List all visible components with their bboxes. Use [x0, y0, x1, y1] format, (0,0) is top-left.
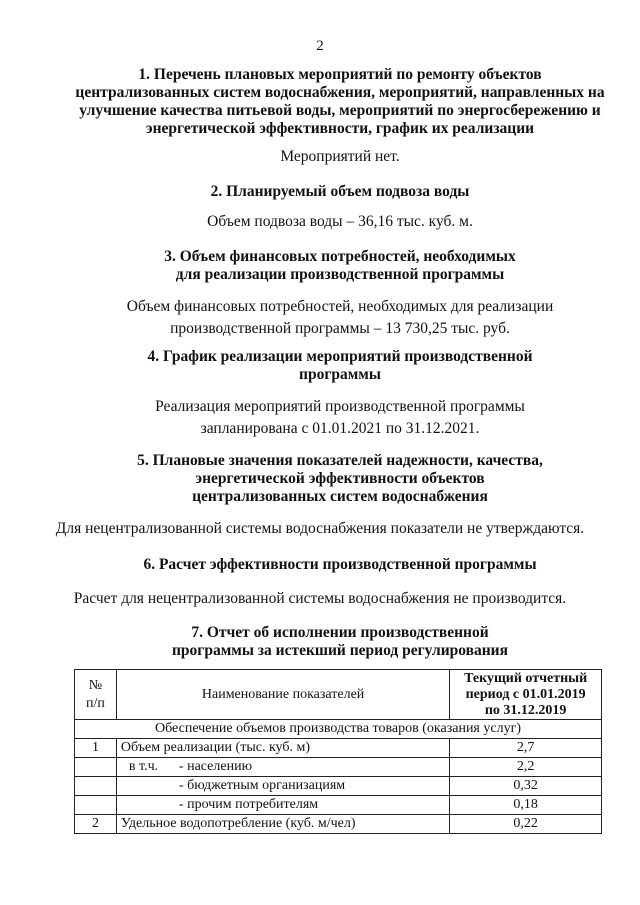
header-period-line: Текущий отчетный	[464, 670, 588, 686]
table-header-row	[75, 670, 602, 720]
section-6-text: Расчет для нецентрализованной системы водоснабжения не производится.	[73, 590, 567, 607]
row-name-text: - населению	[178, 759, 253, 774]
table-row	[75, 739, 602, 758]
section-6-title: 6. Расчет эффективности производственной программы	[143, 556, 537, 573]
title-line: энергетической эффективности объектов	[195, 470, 485, 487]
page-number: 2	[316, 38, 324, 54]
section-7-title	[40, 624, 640, 660]
row-num	[75, 796, 117, 815]
header-name: Наименование показателей	[116, 670, 449, 720]
row-name	[116, 777, 449, 796]
section-5-text: Для нецентрализованной системы водоснабжения показатели не утверждаются.	[55, 520, 585, 537]
section-1-title	[40, 66, 640, 138]
section-cell: Обеспечение объемов производства товаров (оказания услуг)	[75, 720, 602, 739]
header-num-line: №	[88, 677, 103, 693]
table-row	[75, 777, 602, 796]
section-2-text: Объем подвоза воды – 36,16 тыс. куб. м.	[207, 213, 473, 230]
section-5-title	[40, 452, 640, 506]
title-line: централизованных систем водоснабжения, мероприятий, направленных на	[75, 84, 605, 101]
row-value: 2,2	[450, 758, 602, 777]
row-num	[75, 777, 117, 796]
row-num: 2	[75, 815, 117, 834]
title-line: программы за истекший период регулирования	[172, 642, 508, 659]
row-value: 0,32	[450, 777, 602, 796]
text-line: Реализация мероприятий производственной программы	[155, 398, 525, 415]
report-table	[74, 669, 602, 834]
row-value: 0,22	[450, 815, 602, 834]
row-name	[116, 815, 449, 834]
title-line: 1. Перечень плановых мероприятий по ремонту объектов	[138, 66, 542, 83]
section-3-title	[40, 248, 640, 284]
row-prefix: в т.ч.	[128, 759, 159, 774]
row-name	[116, 796, 449, 815]
header-num	[75, 670, 117, 720]
table-section-row	[75, 720, 602, 739]
header-period-line: по 31.12.2019	[484, 702, 567, 718]
row-value: 2,7	[450, 739, 602, 758]
row-name-text: Объем реализации (тыс. куб. м)	[120, 740, 311, 755]
text-line: запланирована с 01.01.2021 по 31.12.2021.	[200, 420, 480, 437]
title-line: 7. Отчет об исполнении производственной	[191, 624, 489, 641]
title-line: централизованных систем водоснабжения	[192, 488, 488, 505]
title-line: улучшение качества питьевой воды, мероприятий по энергосбережению и	[79, 102, 601, 119]
header-period-line: период с 01.01.2019	[465, 686, 586, 702]
section-4-title	[40, 348, 640, 384]
row-name-text: - бюджетным организациям	[178, 778, 346, 793]
section-3-text	[40, 296, 640, 340]
text-line: производственной программы – 13 730,25 тыс. руб.	[170, 320, 510, 337]
row-num	[75, 758, 117, 777]
row-name	[116, 758, 449, 777]
row-name-text: - прочим потребителям	[178, 797, 319, 812]
header-num-line: п/п	[86, 695, 105, 711]
title-line: 3. Объем финансовых потребностей, необходимых	[164, 248, 516, 265]
section-4-text	[40, 396, 640, 440]
row-name-text: Удельное водопотребление (куб. м/чел)	[120, 816, 356, 831]
title-line: программы	[299, 366, 381, 383]
table-row	[75, 796, 602, 815]
text-line: Объем финансовых потребностей, необходимых для реализации	[126, 298, 554, 315]
header-period	[450, 670, 602, 720]
title-line: 5. Плановые значения показателей надежности, качества,	[137, 452, 543, 469]
table-row	[75, 815, 602, 834]
row-value: 0,18	[450, 796, 602, 815]
section-1-text: Мероприятий нет.	[280, 148, 400, 165]
table-row	[75, 758, 602, 777]
row-num: 1	[75, 739, 117, 758]
row-name	[116, 739, 449, 758]
title-line: энергетической эффективности, график их реализации	[145, 120, 535, 137]
title-line: для реализации производственной программы	[175, 266, 505, 283]
section-2-title: 2. Планируемый объем подвоза воды	[210, 183, 470, 200]
title-line: 4. График реализации мероприятий производственной	[147, 348, 533, 365]
